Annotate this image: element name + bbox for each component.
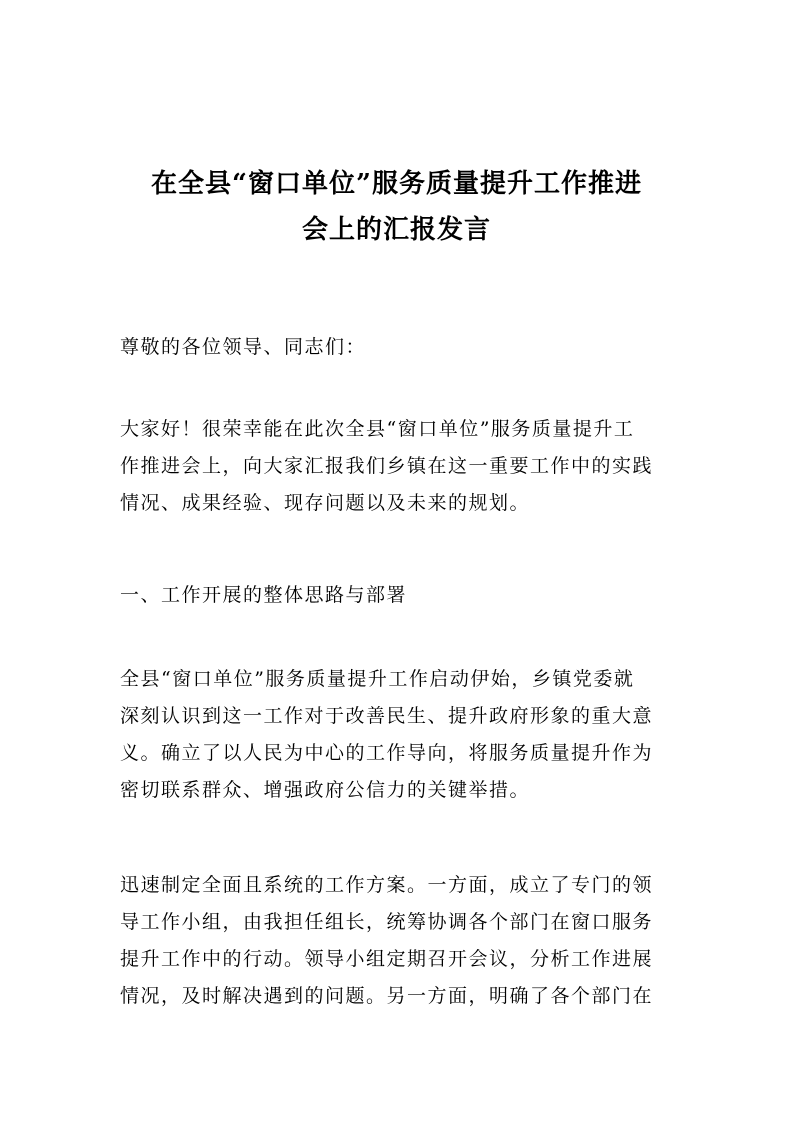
paragraph-2-line-4: 密切联系群众、增强政府公信力的关键举措。 — [120, 779, 531, 801]
title-line-2: 会上的汇报发言 — [301, 215, 491, 245]
section-1-heading-text: 一、工作开展的整体思路与部署 — [120, 584, 408, 606]
paragraph-2-line-2: 深刻认识到这一工作对于改善民生、提升政府形象的重大意 — [120, 705, 654, 727]
paragraph-1-line-1: 大家好！很荣幸能在此次全县“窗口单位”服务质量提升工 — [120, 418, 635, 440]
paragraph-3-line-1: 迅速制定全面且系统的工作方案。一方面，成立了专门的领 — [120, 874, 654, 896]
paragraph-1-line-2: 作推进会上，向大家汇报我们乡镇在这一重要工作中的实践 — [120, 455, 654, 477]
paragraph-3-line-2: 导工作小组，由我担任组长，统筹协调各个部门在窗口服务 — [120, 911, 654, 933]
paragraph-3-line-3: 提升工作中的行动。领导小组定期召开会议，分析工作进展 — [120, 948, 654, 970]
paragraph-3-line-4: 情况，及时解决遇到的问题。另一方面，明确了各个部门在 — [120, 985, 654, 1007]
paragraph-2 — [120, 661, 675, 809]
paragraph-2-line-1: 全县“窗口单位”服务质量提升工作启动伊始，乡镇党委就 — [120, 668, 635, 690]
salutation — [120, 329, 675, 366]
salutation-text: 尊敬的各位领导、同志们： — [120, 336, 367, 358]
paragraph-2-line-3: 义。确立了以人民为中心的工作导向，将服务质量提升作为 — [120, 742, 654, 764]
paragraph-1-line-3: 情况、成果经验、现存问题以及未来的规划。 — [120, 492, 531, 514]
document-title — [118, 161, 675, 253]
paragraph-3 — [120, 867, 675, 1015]
title-line-1: 在全县“窗口单位”服务质量提升工作推进 — [151, 169, 642, 199]
section-1-heading — [120, 577, 675, 614]
paragraph-1 — [120, 411, 675, 522]
